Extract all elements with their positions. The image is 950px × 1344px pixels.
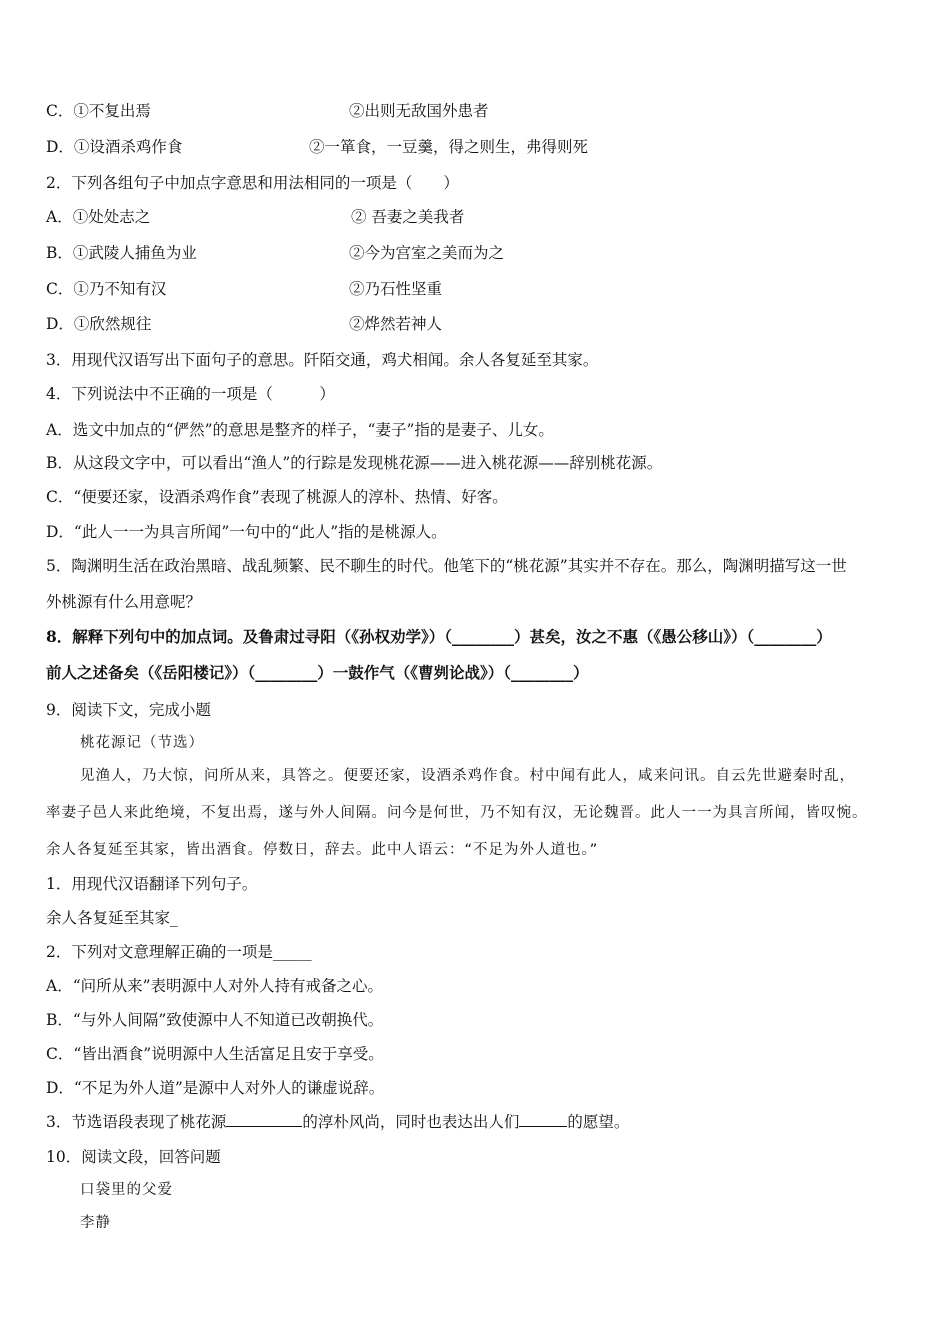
- q9-passage-title: 桃花源记（节选）: [80, 735, 204, 751]
- q1-option-c-part1: C．①不复出焉: [46, 102, 151, 120]
- q2-option-d-part1: D．①欣然规往: [46, 315, 152, 333]
- q8-items-1: 及鲁肃过寻阳（《孙权劝学》）（________）甚矣，汝之不惠（《愚公移山》）（________）: [242, 627, 832, 646]
- q9-stem: 9．阅读下文，完成小题: [46, 701, 211, 719]
- q2-option-c-part2: ②乃石性坚重: [349, 280, 443, 298]
- q9-passage-line1: 见渔人，乃大惊，问所从来，具答之。便要还家，设酒杀鸡作食。村中闻有此人，咸来问讯。自云先世避秦时乱，: [80, 768, 855, 784]
- q9-sub3-blank2: [519, 1112, 567, 1127]
- q1-option-c: [46, 101, 489, 121]
- q2-option-c: [46, 279, 443, 299]
- q9-sub3-part1: 3．节选语段表现了桃花源: [46, 1113, 227, 1131]
- q10-stem: 10．阅读文段，回答问题: [46, 1148, 221, 1166]
- q4-option-c: C．“便要还家，设酒杀鸡作食”表现了桃源人的淳朴、热情、好客。: [46, 488, 508, 506]
- q4-stem: 4．下列说法中不正确的一项是（ ）: [46, 385, 335, 403]
- q9-passage-line3: 余人各复延至其家，皆出酒食。停数日，辞去。此中人语云：“不足为外人道也。”: [46, 842, 599, 858]
- q2-option-d-part2: ②烨然若神人: [349, 315, 443, 333]
- q10-article-author: 李静: [80, 1215, 111, 1231]
- q9-sub1-stem: 1．用现代汉语翻译下列句子。: [46, 875, 258, 893]
- q9-sub3-part3: 的愿望。: [567, 1113, 630, 1131]
- q4-option-b: B．从这段文字中，可以看出“渔人”的行踪是发现桃花源——进入桃花源——辞别桃花源。: [46, 454, 663, 472]
- q1-option-d-part2: ②一箪食，一豆羹，得之则生，弗得则死: [309, 138, 589, 156]
- q9-sub1-sentence: 余人各复延至其家_: [46, 909, 178, 927]
- q4-option-a: A．选文中加点的“俨然”的意思是整齐的样子，“妻子”指的是妻子、儿女。: [46, 421, 554, 439]
- q9-sub2-option-a: A．“问所从来”表明源中人对外人持有戒备之心。: [46, 977, 384, 995]
- q2-stem: 2．下列各组句子中加点字意思和用法相同的一项是（ ）: [46, 174, 459, 192]
- q8-stem: 8．解释下列句中的加点词。: [46, 627, 243, 646]
- q9-sub2-option-d: D．“不足为外人道”是源中人对外人的谦虚说辞。: [46, 1079, 385, 1097]
- q1-option-d: [46, 137, 589, 157]
- q2-option-a: [46, 207, 465, 227]
- q2-option-a-part2: ② 吾妻之美我者: [351, 208, 465, 226]
- q9-sub2-stem: 2．下列对文意理解正确的一项是_____: [46, 943, 312, 961]
- q10-article-title: 口袋里的父爱: [80, 1182, 173, 1198]
- q8-line1: [46, 627, 832, 647]
- q9-sub2-option-c: C．“皆出酒食”说明源中人生活富足且安于享受。: [46, 1045, 384, 1063]
- q2-option-b-part1: B．①武陵人捕鱼为业: [46, 244, 197, 262]
- q9-passage-line2: 率妻子邑人来此绝境，不复出焉，遂与外人间隔。问今是何世，乃不知有汉，无论魏晋。此人一一为具言所闻，皆叹惋。: [46, 805, 868, 821]
- q5-line2: 外桃源有什么用意呢？: [46, 593, 202, 611]
- q9-sub3: [46, 1112, 629, 1132]
- q2-option-d: [46, 314, 443, 334]
- q2-option-a-part1: A．①处处志之: [46, 208, 151, 226]
- q1-option-d-part1: D．①设酒杀鸡作食: [46, 138, 183, 156]
- q8-line2: 前人之述备矣（《岳阳楼记》）（________）一鼓作气（《曹刿论战》）（________）: [46, 663, 589, 682]
- q2-option-b-part2: ②今为宫室之美而为之: [349, 244, 505, 262]
- q9-sub2-option-b: B．“与外人间隔”致使源中人不知道已改朝换代。: [46, 1011, 384, 1029]
- q2-option-b: [46, 243, 505, 263]
- q4-option-d: D．“此人一一为具言所闻”一句中的“此人”指的是桃源人。: [46, 523, 447, 541]
- q1-option-c-part2: ②出则无敌国外患者: [349, 102, 489, 120]
- q9-sub3-part2: 的淳朴风尚，同时也表达出人们: [302, 1113, 520, 1131]
- q3-stem: 3．用现代汉语写出下面句子的意思。阡陌交通，鸡犬相闻。余人各复延至其家。: [46, 351, 599, 369]
- q2-option-c-part1: C．①乃不知有汉: [46, 280, 167, 298]
- q9-sub3-blank1: [226, 1112, 302, 1127]
- q5-line1: 5．陶渊明生活在政治黑暗、战乱频繁、民不聊生的时代。他笔下的“桃花源”其实并不存在。那么，陶渊明描写这一世: [46, 557, 847, 575]
